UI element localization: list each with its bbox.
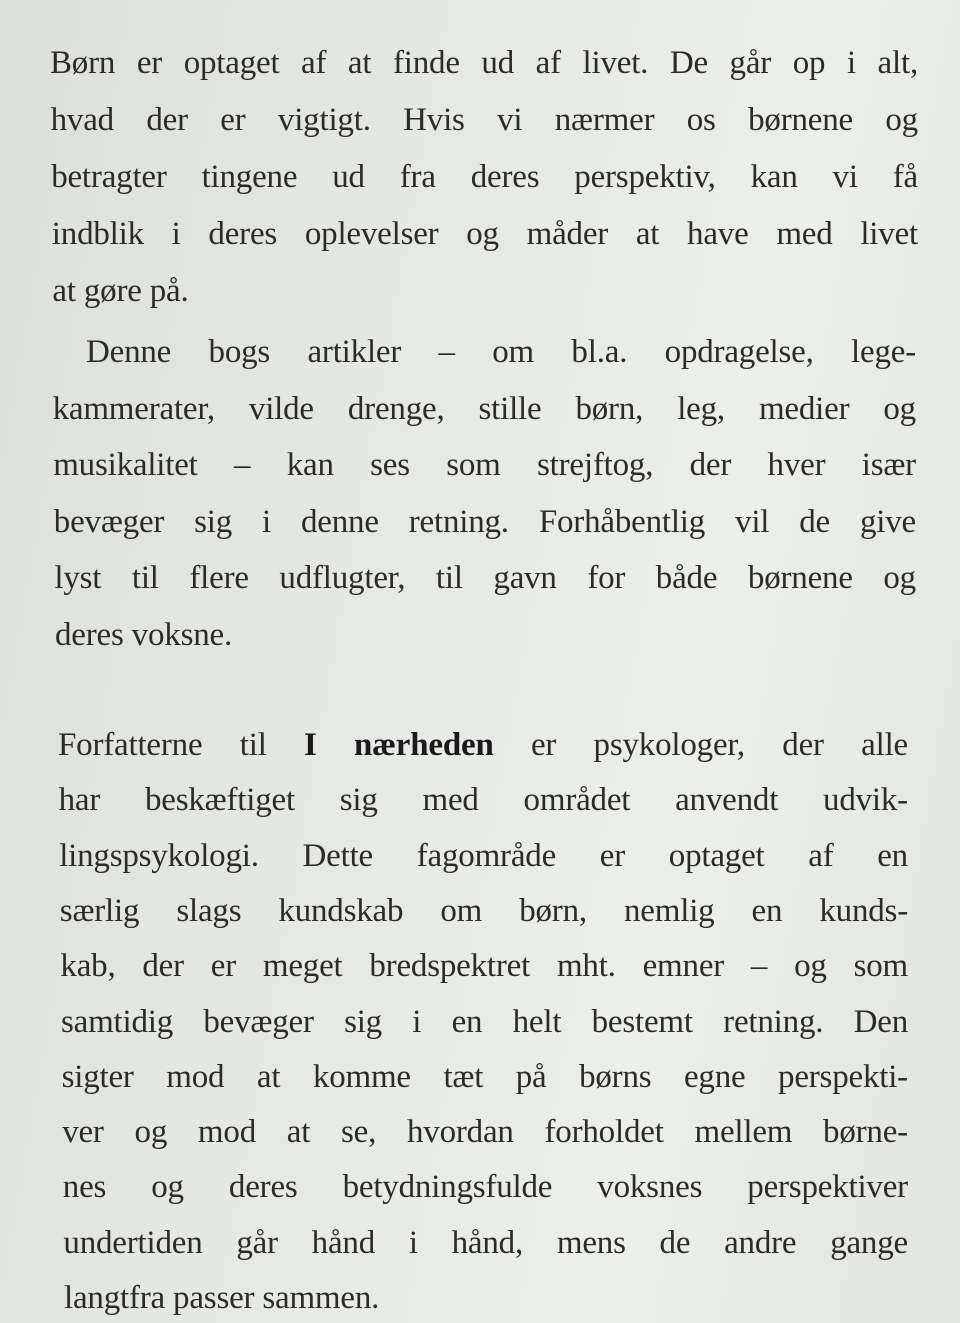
text-line: ver og mod at se, hvordan forholdet mellem børne-	[62, 1114, 908, 1151]
text-line: kab, der er meget bredspektret mht. emner – og som	[60, 948, 908, 985]
text-line: har beskæftiget sig med området anvendt udvik-	[58, 782, 908, 819]
text-segment: er psykologer, der alle	[493, 727, 909, 763]
text-line: lingspsykologi. Dette fagområde er optaget af en	[59, 837, 908, 874]
text-line: undertiden går hånd i hånd, mens de andre gange	[63, 1224, 908, 1261]
text-line: betragter tingene ud fra deres perspektiv, kan vi få	[51, 159, 918, 195]
text-line: nes og deres betydningsfulde voksnes perspektiver	[62, 1169, 908, 1206]
text-line: bevæger sig i denne retning. Forhåbentlig vil de give	[53, 503, 916, 540]
text-line: særlig slags kundskab om børn, nemlig en kunds-	[59, 892, 908, 929]
text-line: hvad der er vigtigt. Hvis vi nærmer os børnene og	[50, 102, 918, 138]
text-line: Børn er optaget af at finde ud af livet. De går op i alt,	[50, 45, 918, 81]
text-line: Denne bogs artikler – om bl.a. opdragelse, lege-	[86, 334, 916, 370]
text-line: kammerater, vilde drenge, stille børn, leg, medier og	[52, 390, 916, 427]
text-line: sigter mod at komme tæt på børns egne perspekti-	[61, 1058, 908, 1095]
text-line: at gøre på.	[52, 273, 189, 309]
text-line: indblik i deres oplevelser og måder at have med livet	[51, 216, 918, 252]
text-line	[58, 725, 908, 765]
text-line: deres voksne.	[55, 616, 233, 653]
text-line: samtidig bevæger sig i en helt bestemt retning. Den	[61, 1003, 908, 1040]
text-line: langtfra passer sammen.	[64, 1280, 380, 1316]
text-line: lyst til flere udflugter, til gavn for både børnene og	[54, 560, 916, 596]
text-line: musikalitet – kan ses som strejftog, der hver især	[53, 447, 916, 483]
book-title: I nærheden	[304, 727, 494, 763]
text-segment: Forfatterne til	[58, 727, 305, 763]
